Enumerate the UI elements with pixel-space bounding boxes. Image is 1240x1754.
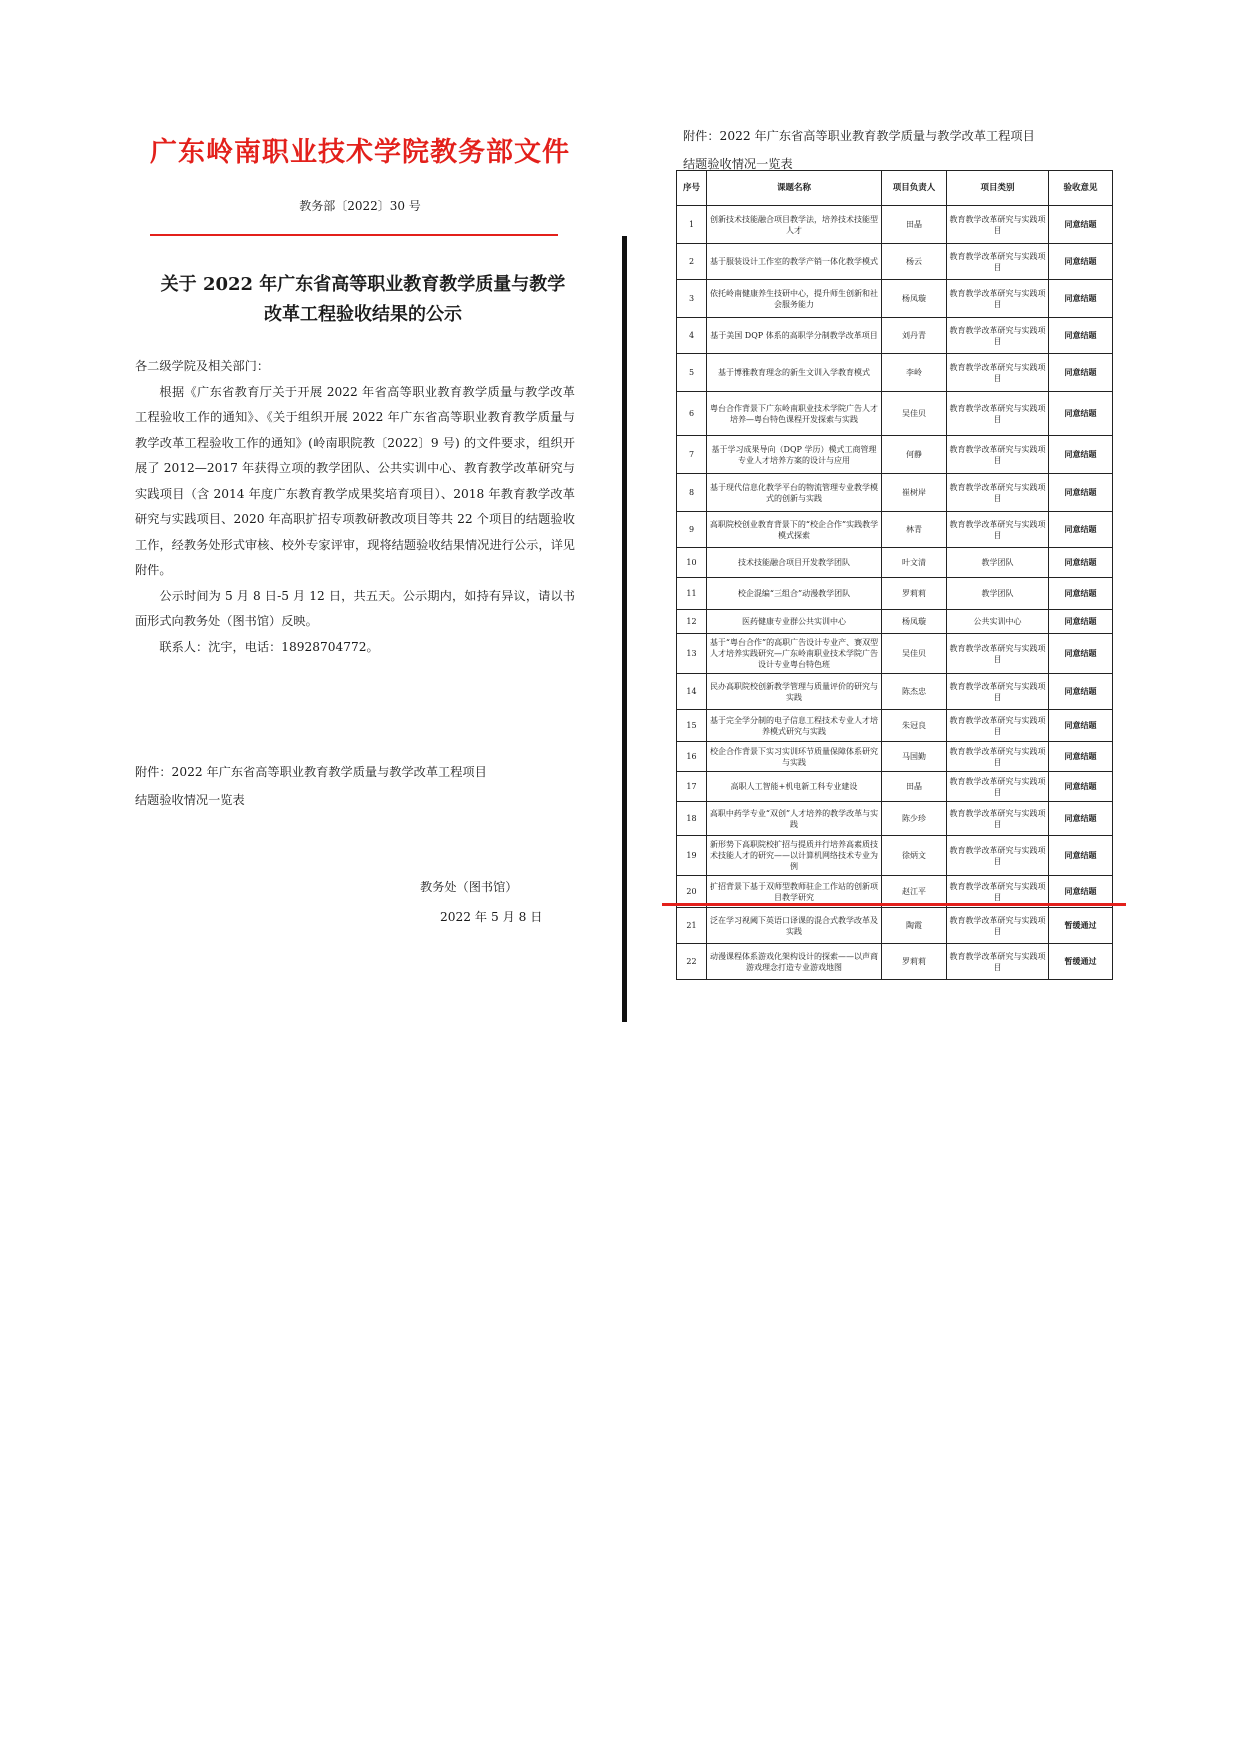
table-row	[677, 244, 1113, 280]
attachment-note-line2: 结题验收情况一览表	[135, 793, 245, 807]
cell-result: 暂缓通过	[1049, 908, 1113, 944]
cell-result: 同意结题	[1049, 578, 1113, 610]
cell-number: 16	[677, 742, 707, 772]
cell-project-name: 基于博雅教育理念的新生文训入学教育模式	[707, 354, 882, 392]
cell-category: 教育教学改革研究与实践项目	[947, 436, 1049, 474]
cell-leader: 杨凤璇	[882, 610, 947, 634]
cell-project-name: 基于服装设计工作室的教学产销一体化教学模式	[707, 244, 882, 280]
cell-project-name: 高职院校创业教育背景下的“校企合作”实践教学模式探索	[707, 512, 882, 548]
cell-leader: 刘丹青	[882, 318, 947, 354]
cell-number: 11	[677, 578, 707, 610]
signer: 教务处（图书馆）	[420, 880, 518, 894]
cell-leader: 朱冠良	[882, 710, 947, 742]
cell-number: 10	[677, 548, 707, 578]
cell-project-name: 粤台合作背景下广东岭南职业技术学院广告人才培养—粤台特色课程开发探索与实践	[707, 392, 882, 436]
cell-leader: 崔树岸	[882, 474, 947, 512]
notice-title-line1: 关于 2022 年广东省高等职业教育教学质量与教学	[160, 274, 566, 295]
cell-leader: 林青	[882, 512, 947, 548]
notice-body	[135, 354, 575, 660]
cell-project-name: 动漫课程体系游戏化架构设计的探索——以声商游戏理念打造专业游戏地图	[707, 944, 882, 980]
cell-result: 同意结题	[1049, 392, 1113, 436]
cell-result: 同意结题	[1049, 710, 1113, 742]
cell-project-name: 民办高职院校创新教学管理与质量评价的研究与实践	[707, 674, 882, 710]
cell-leader: 陈杰忠	[882, 674, 947, 710]
paragraph-2: 公示时间为 5 月 8 日-5 月 12 日，共五天。公示期内，如持有异议，请以书面形式向教务处（图书馆）反映。	[135, 588, 575, 628]
paragraph-1: 根据《广东省教育厅关于开展 2022 年省高等职业教育教学质量与教学改革工程验收工作的通知》、《关于组织开展 2022 年广东省高等职业教育教学质量与教学改革工程验收工作的通知》(岭南职院教〔2022〕9 号) 的文件要求，组织开展了 2012—2017 年获得立项的教学团队、公共实训中心、教育教学改革研究与实践项目（含 2014 年度广东教育教学成果奖培育项目）、2018 年教育教学改革研究与实践项目、2020 年高职扩招专项教研教改项目等共 22 个项目的结题验收工作，经教务处形式审核、校外专家评审，现将结题验收结果情况进行公示，详见附件。	[135, 384, 575, 577]
cell-number: 19	[677, 836, 707, 876]
cell-category: 教育教学改革研究与实践项目	[947, 772, 1049, 802]
table-row	[677, 280, 1113, 318]
red-divider	[150, 234, 558, 236]
cell-category: 教育教学改革研究与实践项目	[947, 474, 1049, 512]
cell-leader: 吴佳贝	[882, 392, 947, 436]
table-row	[677, 392, 1113, 436]
cell-project-name: 基于学习成果导向（DQP 学历）模式工商管理专业人才培养方案的设计与应用	[707, 436, 882, 474]
cell-leader: 陶霞	[882, 908, 947, 944]
attachment-note-line1: 附件：2022 年广东省高等职业教育教学质量与教学改革工程项目	[135, 765, 487, 779]
cell-category: 教学团队	[947, 578, 1049, 610]
cell-leader: 叶文清	[882, 548, 947, 578]
table-row	[677, 512, 1113, 548]
cell-number: 5	[677, 354, 707, 392]
cell-result: 同意结题	[1049, 512, 1113, 548]
cell-leader: 罗莉莉	[882, 578, 947, 610]
table-header-row	[677, 171, 1113, 206]
column-header: 项目负责人	[882, 171, 947, 206]
cell-category: 教育教学改革研究与实践项目	[947, 802, 1049, 836]
cell-project-name: 校企混编“三组合”动漫教学团队	[707, 578, 882, 610]
cell-project-name: 技术技能融合项目开发教学团队	[707, 548, 882, 578]
cell-category: 教学团队	[947, 548, 1049, 578]
table-row	[677, 474, 1113, 512]
cell-leader: 李岭	[882, 354, 947, 392]
cell-number: 3	[677, 280, 707, 318]
salutation: 各二级学院及相关部门：	[135, 359, 270, 373]
signature-block	[420, 872, 542, 932]
table-row	[677, 436, 1113, 474]
cell-leader: 马国勤	[882, 742, 947, 772]
table-row	[677, 944, 1113, 980]
document-header	[140, 120, 580, 214]
cell-leader: 罗莉莉	[882, 944, 947, 980]
cell-category: 教育教学改革研究与实践项目	[947, 354, 1049, 392]
doc-number: 教务部〔2022〕30 号	[299, 199, 421, 213]
cell-result: 暂缓通过	[1049, 944, 1113, 980]
table-row	[677, 318, 1113, 354]
cell-result: 同意结题	[1049, 674, 1113, 710]
attachment-note	[135, 758, 575, 814]
cell-project-name: 创新技术技能融合项目教学法，培养技术技能型人才	[707, 206, 882, 244]
cell-number: 22	[677, 944, 707, 980]
cell-category: 教育教学改革研究与实践项目	[947, 876, 1049, 908]
column-header: 验收意见	[1049, 171, 1113, 206]
cell-number: 4	[677, 318, 707, 354]
cell-leader: 赵江平	[882, 876, 947, 908]
table-row	[677, 548, 1113, 578]
cell-result: 同意结题	[1049, 354, 1113, 392]
cell-category: 教育教学改革研究与实践项目	[947, 674, 1049, 710]
cell-project-name: 校企合作背景下实习实训环节质量保障体系研究与实践	[707, 742, 882, 772]
cell-number: 12	[677, 610, 707, 634]
table-row	[677, 802, 1113, 836]
cell-number: 18	[677, 802, 707, 836]
table-row	[677, 836, 1113, 876]
cell-leader: 何静	[882, 436, 947, 474]
cell-number: 9	[677, 512, 707, 548]
cell-result: 同意结题	[1049, 436, 1113, 474]
table-row	[677, 908, 1113, 944]
cell-category: 教育教学改革研究与实践项目	[947, 908, 1049, 944]
cell-category: 公共实训中心	[947, 610, 1049, 634]
cell-project-name: 基于完全学分制的电子信息工程技术专业人才培养模式研究与实践	[707, 710, 882, 742]
results-table-container	[676, 170, 1112, 980]
cell-category: 教育教学改革研究与实践项目	[947, 710, 1049, 742]
cell-result: 同意结题	[1049, 610, 1113, 634]
cell-result: 同意结题	[1049, 318, 1113, 354]
cell-result: 同意结题	[1049, 548, 1113, 578]
cell-result: 同意结题	[1049, 836, 1113, 876]
results-table	[676, 170, 1113, 980]
cell-category: 教育教学改革研究与实践项目	[947, 318, 1049, 354]
cell-project-name: 新形势下高职院校扩招与提质并行培养高素质技术技能人才的研究——以计算机网络技术专业为例	[707, 836, 882, 876]
table-row	[677, 206, 1113, 244]
cell-category: 教育教学改革研究与实践项目	[947, 944, 1049, 980]
cell-result: 同意结题	[1049, 206, 1113, 244]
cell-project-name: 依托岭南健康养生技研中心，提升师生创新和社会服务能力	[707, 280, 882, 318]
cell-result: 同意结题	[1049, 474, 1113, 512]
cell-result: 同意结题	[1049, 772, 1113, 802]
vertical-divider	[622, 236, 627, 1022]
cell-number: 21	[677, 908, 707, 944]
table-row	[677, 710, 1113, 742]
cell-leader: 田晶	[882, 772, 947, 802]
cell-leader: 徐炳文	[882, 836, 947, 876]
paragraph-3: 联系人：沈宇，电话：18928704772。	[159, 639, 379, 654]
table-body	[677, 206, 1113, 980]
table-row	[677, 772, 1113, 802]
cell-category: 教育教学改革研究与实践项目	[947, 512, 1049, 548]
cell-leader: 吴佳贝	[882, 634, 947, 674]
cell-result: 同意结题	[1049, 742, 1113, 772]
cell-number: 17	[677, 772, 707, 802]
notice-title-line2: 改革工程验收结果的公示	[264, 304, 462, 325]
cell-category: 教育教学改革研究与实践项目	[947, 836, 1049, 876]
cell-category: 教育教学改革研究与实践项目	[947, 244, 1049, 280]
cell-category: 教育教学改革研究与实践项目	[947, 634, 1049, 674]
cell-result: 同意结题	[1049, 802, 1113, 836]
cell-result: 同意结题	[1049, 244, 1113, 280]
column-header: 项目类别	[947, 171, 1049, 206]
cell-number: 2	[677, 244, 707, 280]
cell-category: 教育教学改革研究与实践项目	[947, 392, 1049, 436]
cell-category: 教育教学改革研究与实践项目	[947, 206, 1049, 244]
cell-number: 1	[677, 206, 707, 244]
cell-project-name: 基于现代信息化教学平台的物流管理专业教学模式的创新与实践	[707, 474, 882, 512]
cell-project-name: 医药健康专业群公共实训中心	[707, 610, 882, 634]
cell-result: 同意结题	[1049, 280, 1113, 318]
cell-number: 6	[677, 392, 707, 436]
cell-leader: 杨云	[882, 244, 947, 280]
table-row	[677, 354, 1113, 392]
cell-number: 13	[677, 634, 707, 674]
cell-project-name: 基于“粤台合作”的高职广告设计专业产、赛双型人才培养实践研究—广东岭南职业技术学院广告设计专业粤台特色班	[707, 634, 882, 674]
cell-leader: 陈少珍	[882, 802, 947, 836]
table-caption-line1: 附件：2022 年广东省高等职业教育教学质量与教学改革工程项目	[683, 129, 1035, 143]
cell-leader: 田晶	[882, 206, 947, 244]
cell-result: 同意结题	[1049, 876, 1113, 908]
column-header: 序号	[677, 171, 707, 206]
cell-number: 8	[677, 474, 707, 512]
cell-number: 7	[677, 436, 707, 474]
cell-result: 同意结题	[1049, 634, 1113, 674]
cell-category: 教育教学改革研究与实践项目	[947, 280, 1049, 318]
cell-number: 15	[677, 710, 707, 742]
cell-leader: 杨凤璇	[882, 280, 947, 318]
column-header: 课题名称	[707, 171, 882, 206]
notice-title	[148, 270, 578, 330]
red-underline-mark	[662, 903, 1126, 906]
cell-category: 教育教学改革研究与实践项目	[947, 742, 1049, 772]
table-row	[677, 742, 1113, 772]
cell-project-name: 高职中药学专业“双创”人才培养的教学改革与实践	[707, 802, 882, 836]
table-row	[677, 610, 1113, 634]
table-row	[677, 578, 1113, 610]
cell-project-name: 高职人工智能+机电新工科专业建设	[707, 772, 882, 802]
table-row	[677, 634, 1113, 674]
table-row	[677, 674, 1113, 710]
org-title: 广东岭南职业技术学院教务部文件	[150, 137, 570, 168]
table-caption-line2: 结题验收情况一览表	[683, 157, 793, 171]
cell-project-name: 基于美国 DQP 体系的高职学分制教学改革项目	[707, 318, 882, 354]
issue-date: 2022 年 5 月 8 日	[440, 910, 543, 924]
cell-project-name: 泛在学习视阈下英语口译课的混合式教学改革及实践	[707, 908, 882, 944]
cell-number: 14	[677, 674, 707, 710]
cell-number: 20	[677, 876, 707, 908]
cell-project-name: 扩招背景下基于双师型教师驻企工作站的创新项目教学研究	[707, 876, 882, 908]
